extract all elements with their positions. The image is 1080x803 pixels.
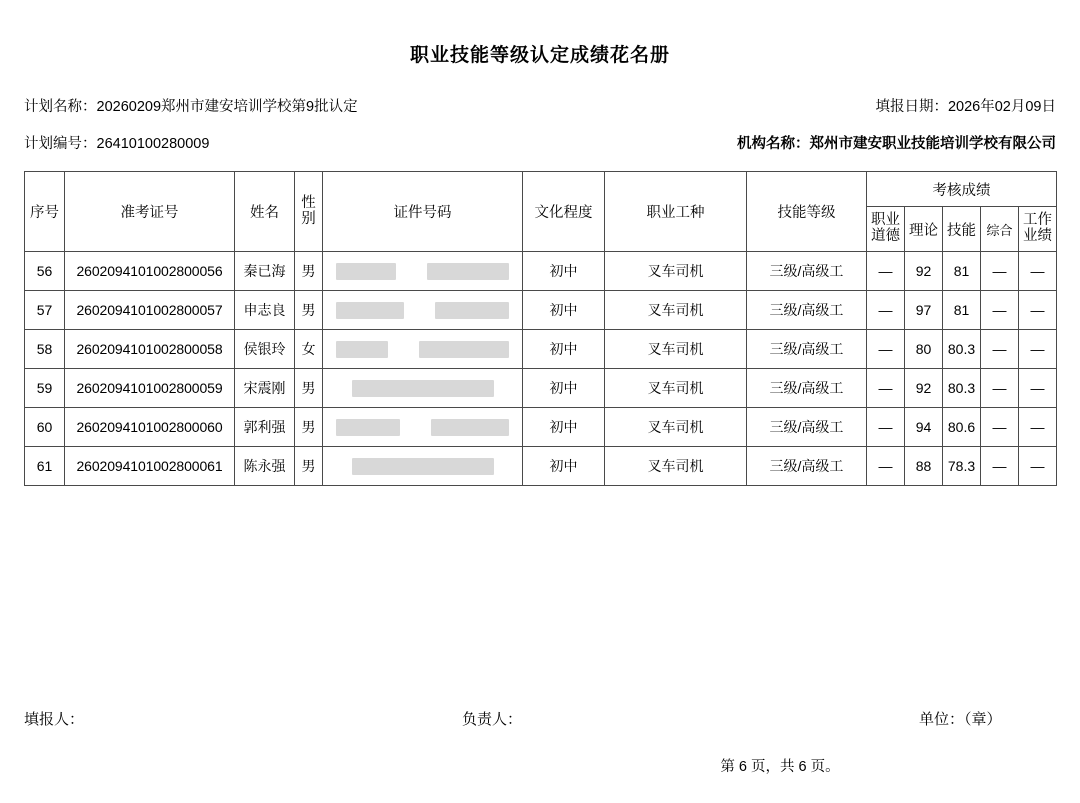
redacted-id	[323, 380, 522, 397]
plan-name	[24, 95, 358, 116]
header-score-ethics: 职业道德	[867, 207, 905, 252]
redacted-id	[323, 341, 522, 358]
cell-occupation: 叉车司机	[605, 408, 747, 447]
cell-name: 秦已海	[235, 252, 295, 291]
cell-seq: 59	[25, 369, 65, 408]
document-page	[0, 40, 1080, 803]
cell-ethics: —	[867, 369, 905, 408]
cell-level: 三级/高级工	[747, 330, 867, 369]
cell-occupation: 叉车司机	[605, 330, 747, 369]
cell-gender: 女	[295, 330, 323, 369]
cell-name: 郭利强	[235, 408, 295, 447]
redaction-block	[431, 419, 509, 436]
redaction-block	[336, 419, 400, 436]
page-title: 职业技能等级认定成绩花名册	[409, 45, 670, 66]
redaction-block	[352, 380, 494, 397]
cell-seq: 58	[25, 330, 65, 369]
cell-ethics: —	[867, 291, 905, 330]
cell-skill: 78.3	[943, 447, 981, 486]
cell-theory: 92	[905, 369, 943, 408]
cell-level: 三级/高级工	[747, 291, 867, 330]
cell-education: 初中	[523, 330, 605, 369]
org-name-value: 郑州市建安职业技能培训学校有限公司	[809, 136, 1056, 152]
cell-name: 申志良	[235, 291, 295, 330]
redaction-block	[336, 302, 404, 319]
plan-code-label: 计划编号：	[24, 136, 97, 152]
cell-education: 初中	[523, 447, 605, 486]
plan-name-label: 计划名称：	[24, 99, 97, 115]
cell-ethics: —	[867, 447, 905, 486]
table-row	[25, 447, 1057, 486]
cell-exam-no: 2602094101002800060	[65, 408, 235, 447]
header-level: 技能等级	[747, 172, 867, 252]
cell-level: 三级/高级工	[747, 369, 867, 408]
meta-row-code	[0, 132, 1080, 153]
cell-education: 初中	[523, 369, 605, 408]
cell-seq: 56	[25, 252, 65, 291]
cell-occupation: 叉车司机	[605, 369, 747, 408]
org-name-label: 机构名称：	[737, 136, 810, 152]
header-score-skill: 技能	[943, 207, 981, 252]
table-header-row-1	[25, 172, 1057, 207]
header-name: 姓名	[235, 172, 295, 252]
cell-exam-no: 2602094101002800057	[65, 291, 235, 330]
org-name	[737, 132, 1056, 153]
table-row	[25, 252, 1057, 291]
page-number-text: 第 6 页，共 6 页。	[720, 759, 840, 775]
header-exam-no: 准考证号	[65, 172, 235, 252]
cell-gender: 男	[295, 291, 323, 330]
header-score-performance: 工作业绩	[1019, 207, 1057, 252]
header-score-comprehensive: 综合	[981, 207, 1019, 252]
cell-education: 初中	[523, 252, 605, 291]
cell-performance: —	[1019, 252, 1057, 291]
plan-code-value: 26410100280009	[96, 136, 210, 152]
cell-id-no	[323, 330, 523, 369]
cell-exam-no: 2602094101002800059	[65, 369, 235, 408]
cell-exam-no: 2602094101002800058	[65, 330, 235, 369]
cell-gender: 男	[295, 252, 323, 291]
cell-skill: 80.3	[943, 330, 981, 369]
redaction-block	[427, 263, 509, 280]
signature-row	[0, 708, 1080, 729]
redacted-id	[323, 458, 522, 475]
cell-exam-no: 2602094101002800061	[65, 447, 235, 486]
redacted-id	[323, 302, 522, 319]
fill-date-value: 2026年02月09日	[947, 99, 1056, 115]
cell-occupation: 叉车司机	[605, 447, 747, 486]
cell-comprehensive: —	[981, 330, 1019, 369]
table-row	[25, 408, 1057, 447]
table-row	[25, 330, 1057, 369]
fill-date-label: 填报日期：	[875, 99, 948, 115]
cell-skill: 81	[943, 252, 981, 291]
redaction-block	[419, 341, 509, 358]
cell-name: 陈永强	[235, 447, 295, 486]
table-row	[25, 369, 1057, 408]
redaction-block	[336, 263, 396, 280]
cell-theory: 97	[905, 291, 943, 330]
cell-comprehensive: —	[981, 408, 1019, 447]
cell-ethics: —	[867, 330, 905, 369]
header-occupation: 职业工种	[605, 172, 747, 252]
cell-level: 三级/高级工	[747, 252, 867, 291]
cell-id-no	[323, 447, 523, 486]
cell-education: 初中	[523, 408, 605, 447]
cell-skill: 80.3	[943, 369, 981, 408]
header-education: 文化程度	[523, 172, 605, 252]
cell-exam-no: 2602094101002800056	[65, 252, 235, 291]
cell-performance: —	[1019, 291, 1057, 330]
cell-comprehensive: —	[981, 291, 1019, 330]
cell-performance: —	[1019, 369, 1057, 408]
cell-seq: 61	[25, 447, 65, 486]
cell-theory: 80	[905, 330, 943, 369]
responsible-label: 负责人：	[462, 711, 523, 728]
cell-level: 三级/高级工	[747, 447, 867, 486]
plan-name-value: 20260209郑州市建安培训学校第9批认定	[96, 99, 358, 115]
cell-name: 侯银玲	[235, 330, 295, 369]
cell-name: 宋震刚	[235, 369, 295, 408]
cell-id-no	[323, 408, 523, 447]
redaction-block	[352, 458, 494, 475]
table-row	[25, 291, 1057, 330]
cell-comprehensive: —	[981, 252, 1019, 291]
redaction-block	[435, 302, 509, 319]
fill-date	[875, 95, 1056, 116]
page-number	[0, 755, 1080, 776]
redaction-block	[336, 341, 388, 358]
cell-skill: 81	[943, 291, 981, 330]
cell-gender: 男	[295, 447, 323, 486]
header-id-no: 证件号码	[323, 172, 523, 252]
cell-seq: 57	[25, 291, 65, 330]
cell-ethics: —	[867, 252, 905, 291]
cell-performance: —	[1019, 330, 1057, 369]
cell-id-no	[323, 252, 523, 291]
unit-label: 单位：（章）	[919, 711, 1002, 728]
cell-gender: 男	[295, 369, 323, 408]
score-roster-table	[24, 171, 1057, 486]
cell-ethics: —	[867, 408, 905, 447]
cell-performance: —	[1019, 408, 1057, 447]
cell-comprehensive: —	[981, 369, 1019, 408]
cell-occupation: 叉车司机	[605, 291, 747, 330]
cell-theory: 94	[905, 408, 943, 447]
cell-theory: 88	[905, 447, 943, 486]
cell-education: 初中	[523, 291, 605, 330]
plan-code	[24, 132, 209, 153]
cell-occupation: 叉车司机	[605, 252, 747, 291]
cell-gender: 男	[295, 408, 323, 447]
preparer-label: 填报人：	[24, 711, 85, 728]
cell-comprehensive: —	[981, 447, 1019, 486]
redacted-id	[323, 263, 522, 280]
cell-level: 三级/高级工	[747, 408, 867, 447]
cell-seq: 60	[25, 408, 65, 447]
cell-skill: 80.6	[943, 408, 981, 447]
cell-id-no	[323, 369, 523, 408]
redacted-id	[323, 419, 522, 436]
header-seq: 序号	[25, 172, 65, 252]
cell-id-no	[323, 291, 523, 330]
meta-row-plan	[0, 95, 1080, 116]
header-score-group: 考核成绩	[867, 172, 1057, 207]
header-gender: 性别	[295, 172, 323, 252]
header-score-theory: 理论	[905, 207, 943, 252]
cell-performance: —	[1019, 447, 1057, 486]
cell-theory: 92	[905, 252, 943, 291]
